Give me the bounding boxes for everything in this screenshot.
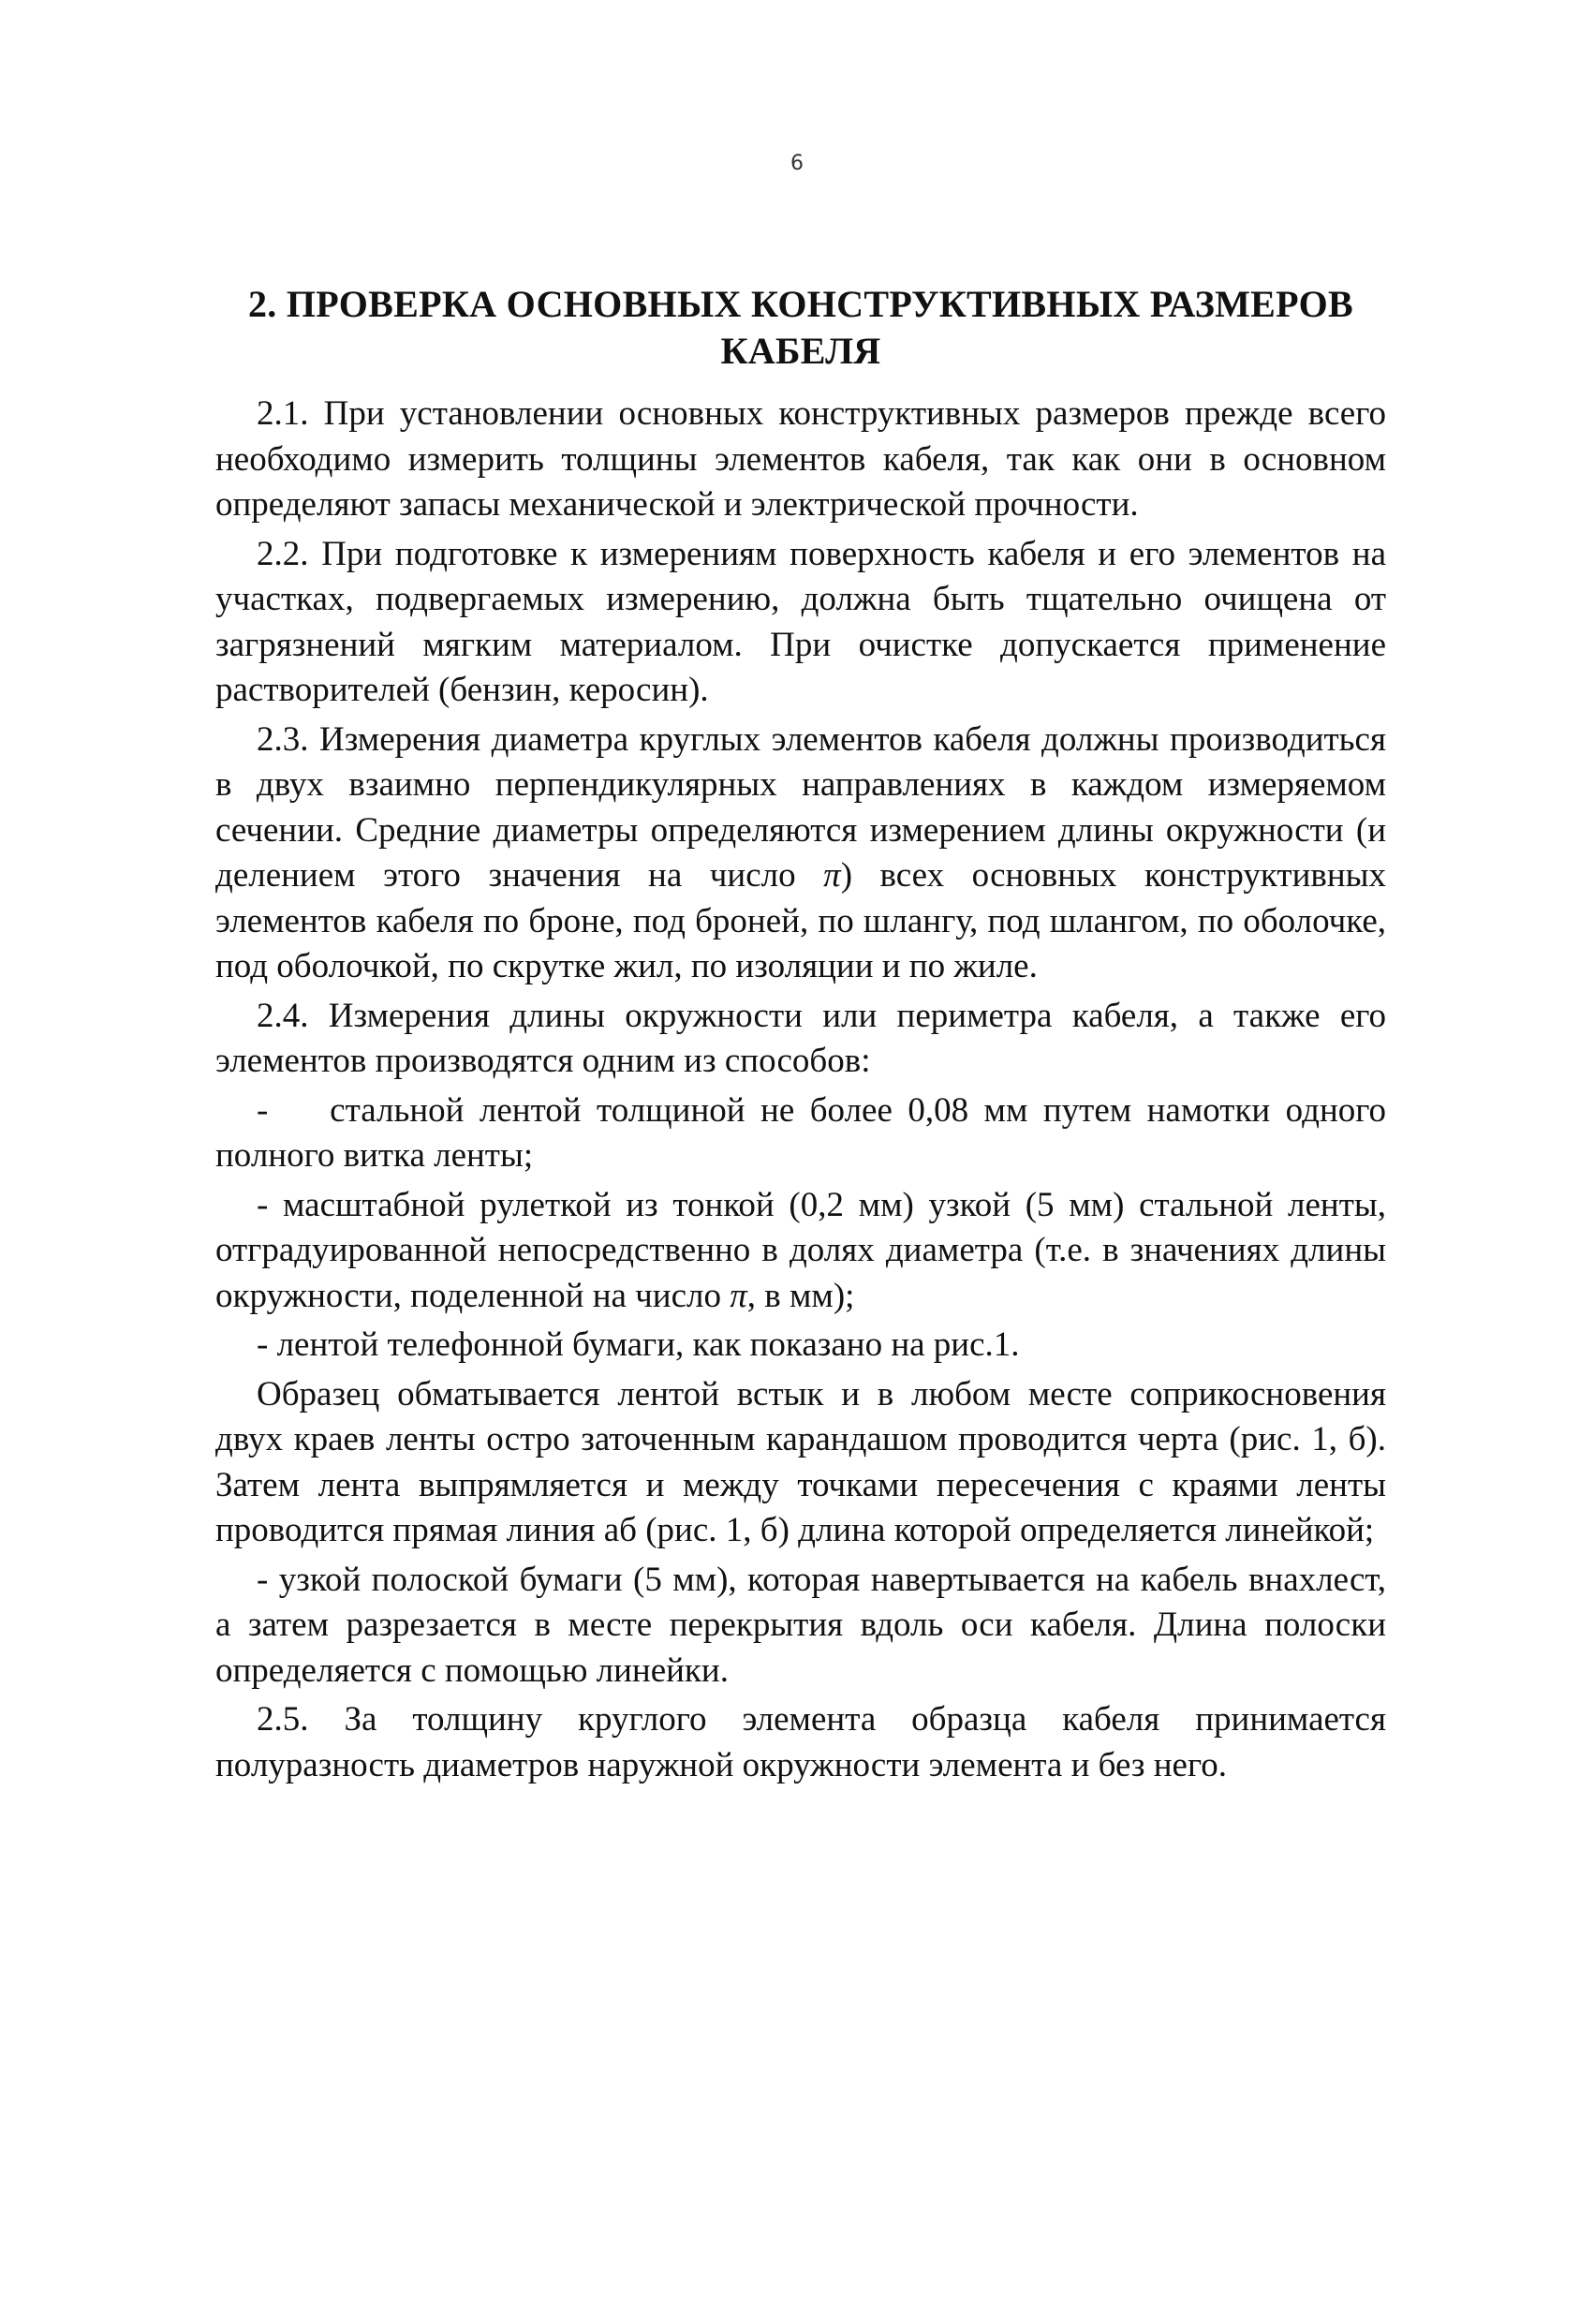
paragraph-2-4: 2.4. Измерения длины окружности или периметра кабеля, а также его элементов производятся одним из способов: (215, 996, 1386, 1080)
paragraph-2-3-part-1: 2.3. Измерения диаметра круглых элементов кабеля должны производиться в двух взаимно перпендикулярных направлениях в каждом измеряемом сечении. Средние диаметры определяются измерением длины окружности (и делением этого значения на число (215, 719, 1386, 895)
method-paper-strip: - узкой полоской бумаги (5 мм), которая навертывается на кабель внахлест, а затем разрезается в месте перекрытия вдоль оси кабеля. Длина полоски определяется с помощью линейки. (215, 1560, 1386, 1690)
page-number: 6 (790, 152, 804, 175)
pi-symbol: π (823, 856, 841, 895)
section-heading (215, 281, 1386, 375)
paragraph-2-1: 2.1. При установлении основных конструктивных размеров прежде всего необходимо измерить толщины элементов кабеля, так как они в основном определяют запасы механической и электрической прочности. (215, 394, 1386, 524)
method-steel-tape: - стальной лентой толщиной не более 0,08 мм путем намотки одного полного витка ленты; (215, 1090, 1395, 1175)
method-telephone-paper: - лентой телефонной бумаги, как показано на рис.1. (257, 1325, 1020, 1364)
section-heading-line-2: КАБЕЛЯ (720, 330, 881, 372)
paragraph-sample: Образец обматывается лентой встык и в любом месте соприкосновения двух краев ленты остро заточенным карандашом проводится черта (рис. 1, б). Затем лента выпрямляется и между точками пересечения с краями ленты проводится прямая линия аб (рис. 1, б) длина которой определяется линейкой; (215, 1374, 1386, 1549)
paragraph-2-3-part-2: ) всех основных конструктивных элементов кабеля по броне, под броней, по шлангу, под шлангом, по оболочке, под оболочкой, по скрутке жил, по изоляции и по жиле. (215, 856, 1387, 985)
paragraph-2-5: 2.5. За толщину круглого элемента образца кабеля принимается полуразность диаметров наружной окружности элемента и без него. (215, 1700, 1386, 1784)
section-heading-line-1: 2. ПРОВЕРКА ОСНОВНЫХ КОНСТРУКТИВНЫХ РАЗМЕРОВ (247, 283, 1354, 325)
paragraph-2-3 (215, 718, 1386, 990)
paragraph-2-2: 2.2. При подготовке к измерениям поверхность кабеля и его элементов на участках, подвергаемых измерению, должна быть тщательно очищена от загрязнений мягким материалом. При очистке допускается применение растворителей (бензин, керосин). (215, 534, 1386, 709)
method-scale-tape (215, 1183, 1386, 1320)
method-scale-tape-part-1: - масштабной рулеткой из тонкой (0,2 мм) узкой (5 мм) стальной ленты, отградуированной непосредственно в долях диаметра (т.е. в значениях длины окружности, поделенной на число (215, 1185, 1386, 1315)
body-text (215, 392, 1395, 1792)
pi-symbol: π (730, 1276, 747, 1315)
method-scale-tape-part-2: , в мм); (746, 1276, 855, 1315)
